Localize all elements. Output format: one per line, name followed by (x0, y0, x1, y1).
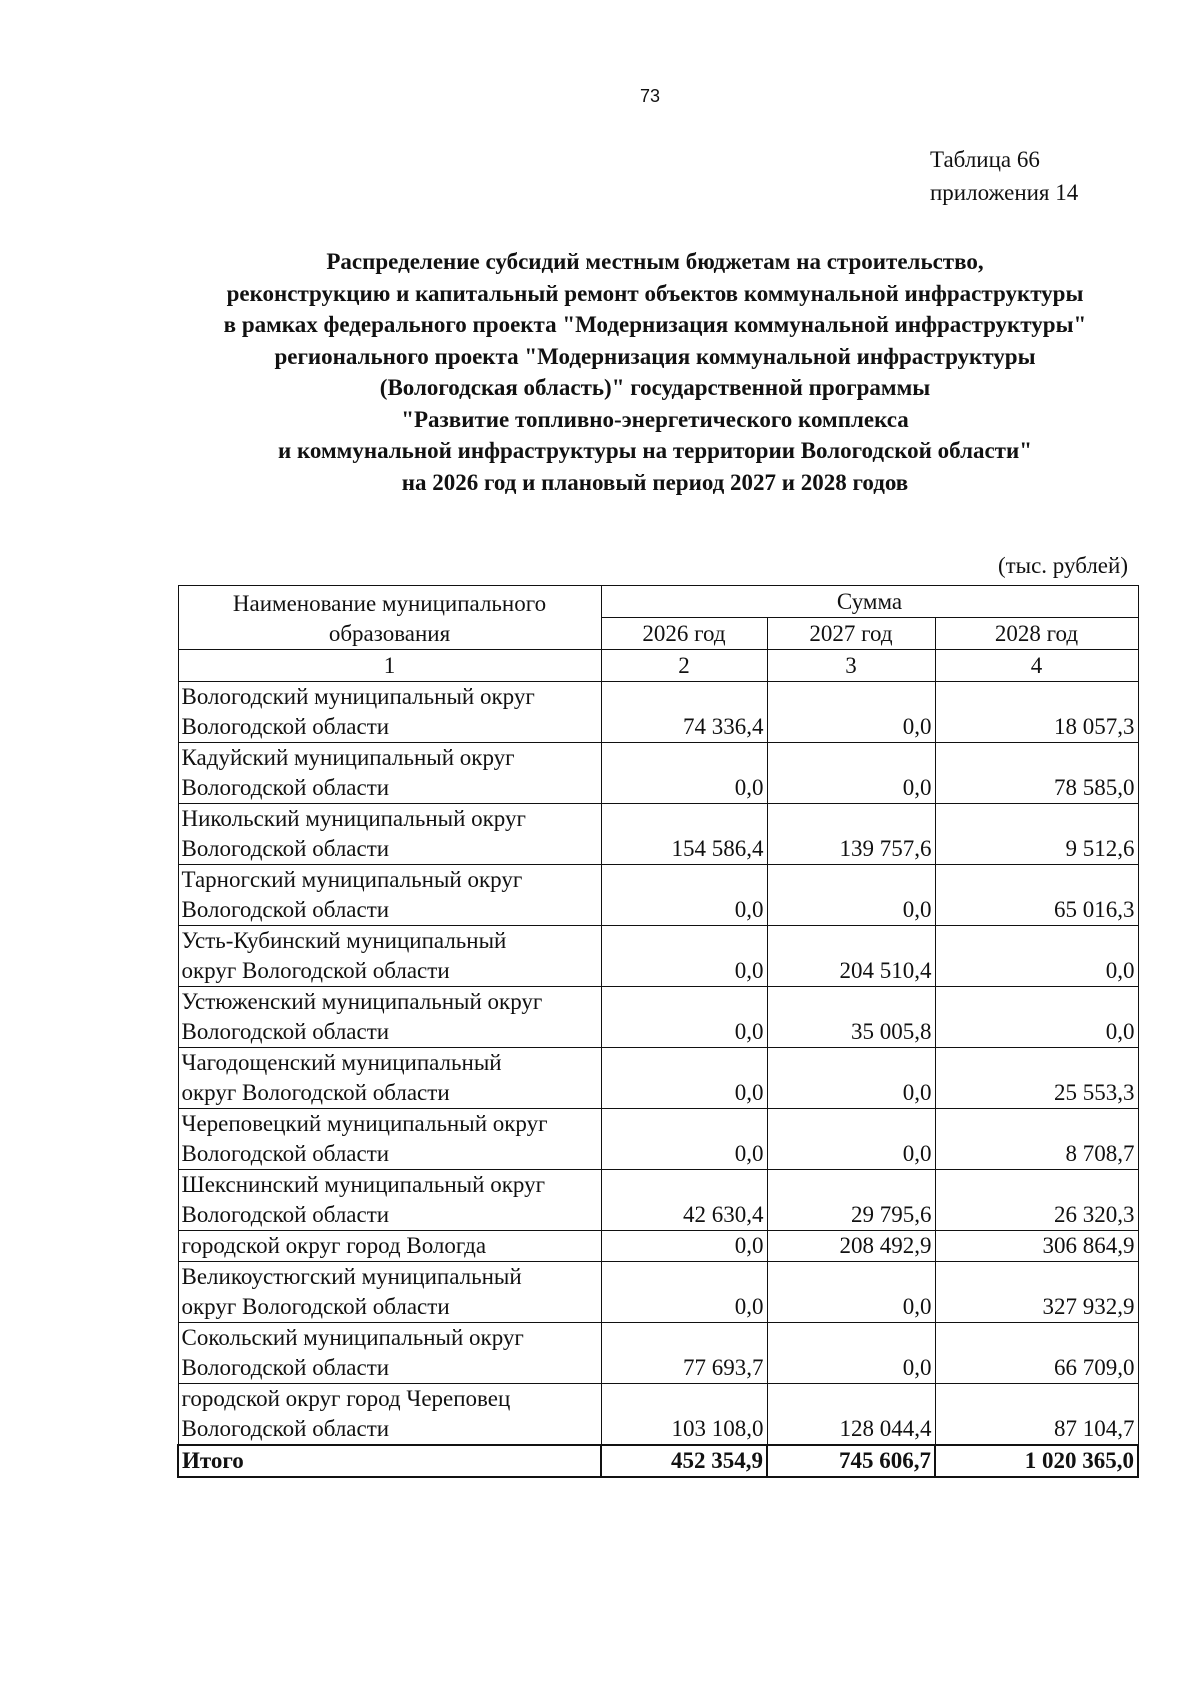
table-row (178, 1231, 1138, 1262)
subsidy-table (177, 585, 1139, 1478)
amount-2027: 0,0 (767, 743, 935, 804)
column-number-row (178, 650, 1138, 682)
municipality-name-line: Вологодской области (181, 836, 390, 861)
municipality-name-line: Великоустюгский муниципальный (181, 1264, 522, 1289)
municipality-header (178, 586, 601, 650)
column-number: 3 (767, 650, 935, 682)
title-line: на 2026 год и плановый период 2027 и 2028 годов (401, 469, 909, 495)
municipality-name-line: городской округ город Череповец (181, 1386, 511, 1411)
municipality-name (178, 926, 601, 987)
amount-2026: 42 630,4 (601, 1170, 767, 1231)
amount-2028: 25 553,3 (935, 1048, 1138, 1109)
table-number: Таблица 66 (930, 147, 1040, 172)
table-row (178, 743, 1138, 804)
year-header-2028: 2028 год (935, 618, 1138, 650)
amount-2027: 35 005,8 (767, 987, 935, 1048)
municipality-header-line: образования (328, 621, 451, 646)
amount-2027: 139 757,6 (767, 804, 935, 865)
table-row (178, 926, 1138, 987)
column-number: 4 (935, 650, 1138, 682)
sum-header: Сумма (601, 586, 1138, 618)
appendix-number: приложения 14 (930, 180, 1079, 205)
amount-2028: 66 709,0 (935, 1323, 1138, 1384)
municipality-header-line: Наименование муниципального (232, 591, 547, 616)
amount-2027: 29 795,6 (767, 1170, 935, 1231)
municipality-name-line: округ Вологодской области (181, 1080, 450, 1105)
amount-2027: 0,0 (767, 1109, 935, 1170)
table-reference (930, 143, 1078, 209)
amount-2028: 306 864,9 (935, 1231, 1138, 1262)
table-row (178, 1170, 1138, 1231)
municipality-name (178, 804, 601, 865)
municipality-name (178, 1231, 601, 1262)
municipality-name (178, 1170, 601, 1231)
amount-2028: 18 057,3 (935, 682, 1138, 743)
amount-2026: 0,0 (601, 1109, 767, 1170)
table-row (178, 1384, 1138, 1446)
municipality-name (178, 682, 601, 743)
municipality-name-line: Вологодской области (181, 775, 390, 800)
total-2026: 452 354,9 (601, 1445, 767, 1477)
amount-2026: 103 108,0 (601, 1384, 767, 1446)
municipality-name (178, 1262, 601, 1323)
total-2027: 745 606,7 (767, 1445, 935, 1477)
amount-2027: 0,0 (767, 1048, 935, 1109)
amount-2028: 78 585,0 (935, 743, 1138, 804)
amount-2026: 0,0 (601, 926, 767, 987)
amount-2026: 0,0 (601, 865, 767, 926)
amount-2028: 65 016,3 (935, 865, 1138, 926)
amount-2026: 154 586,4 (601, 804, 767, 865)
column-number: 2 (601, 650, 767, 682)
municipality-name-line: Вологодской области (181, 714, 390, 739)
amount-2026: 0,0 (601, 1231, 767, 1262)
table-row (178, 1109, 1138, 1170)
municipality-name-line: Вологодской области (181, 1416, 390, 1441)
amount-2028: 26 320,3 (935, 1170, 1138, 1231)
table-row (178, 804, 1138, 865)
municipality-name (178, 1109, 601, 1170)
title-line: регионального проекта "Модернизация коммунальной инфраструктуры (274, 343, 1036, 369)
municipality-name (178, 1048, 601, 1109)
amount-2026: 77 693,7 (601, 1323, 767, 1384)
amount-2027: 0,0 (767, 682, 935, 743)
title-line: в рамках федерального проекта "Модернизация коммунальной инфраструктуры" (223, 312, 1087, 337)
municipality-name-line: округ Вологодской области (181, 958, 450, 983)
amount-2028: 327 932,9 (935, 1262, 1138, 1323)
amount-2026: 0,0 (601, 987, 767, 1048)
municipality-name-line: Вологодской области (181, 1141, 390, 1166)
amount-2028: 8 708,7 (935, 1109, 1138, 1170)
amount-2026: 0,0 (601, 1048, 767, 1109)
municipality-name-line: Вологодский муниципальный округ (181, 684, 535, 709)
total-row (178, 1445, 1138, 1477)
total-label: Итого (178, 1445, 601, 1477)
title-line: и коммунальной инфраструктуры на территории Вологодской области" (277, 438, 1033, 463)
table-row (178, 1262, 1138, 1323)
municipality-name-line: Сокольский муниципальный округ (181, 1325, 524, 1350)
table-row (178, 865, 1138, 926)
municipality-name-line: Тарногский муниципальный округ (181, 867, 523, 892)
municipality-name-line: городской округ город Вологда (181, 1233, 487, 1258)
total-2028: 1 020 365,0 (935, 1445, 1138, 1477)
amount-2028: 0,0 (935, 926, 1138, 987)
column-number: 1 (178, 650, 601, 682)
title-line: Распределение субсидий местным бюджетам на строительство, (326, 249, 984, 274)
municipality-name (178, 987, 601, 1048)
amount-2026: 0,0 (601, 1262, 767, 1323)
year-header-2026: 2026 год (601, 618, 767, 650)
document-title (130, 246, 1180, 498)
title-line: "Развитие топливно-энергетического комплекса (401, 406, 909, 432)
municipality-name-line: Кадуйский муниципальный округ (181, 745, 515, 770)
municipality-name-line: Вологодской области (181, 897, 390, 922)
title-line: реконструкцию и капитальный ремонт объектов коммунальной инфраструктуры (226, 280, 1084, 306)
municipality-name-line: Вологодской области (181, 1202, 390, 1227)
municipality-name-line: Чагодощенский муниципальный (181, 1050, 502, 1075)
amount-2028: 0,0 (935, 987, 1138, 1048)
municipality-name-line: Устюженский муниципальный округ (181, 989, 543, 1014)
municipality-name (178, 1384, 601, 1446)
amount-2026: 74 336,4 (601, 682, 767, 743)
municipality-name-line: Череповецкий муниципальный округ (181, 1111, 548, 1136)
page-number: 73 (639, 86, 661, 106)
amount-2027: 204 510,4 (767, 926, 935, 987)
amount-2027: 0,0 (767, 1262, 935, 1323)
amount-2028: 9 512,6 (935, 804, 1138, 865)
amount-2027: 128 044,4 (767, 1384, 935, 1446)
table-row (178, 1048, 1138, 1109)
municipality-name-line: округ Вологодской области (181, 1294, 450, 1319)
municipality-name (178, 743, 601, 804)
table-row (178, 987, 1138, 1048)
amount-2028: 87 104,7 (935, 1384, 1138, 1446)
amount-2027: 0,0 (767, 865, 935, 926)
table-row (178, 1323, 1138, 1384)
municipality-name-line: Вологодской области (181, 1355, 390, 1380)
title-line: (Вологодская область)" государственной программы (379, 375, 931, 400)
municipality-name-line: Усть-Кубинский муниципальный (181, 928, 507, 953)
units-label: (тыс. рублей) (997, 553, 1128, 578)
amount-2026: 0,0 (601, 743, 767, 804)
table-row (178, 682, 1138, 743)
municipality-name-line: Шекснинский муниципальный округ (181, 1172, 545, 1197)
year-header-2027: 2027 год (767, 618, 935, 650)
municipality-name-line: Вологодской области (181, 1019, 390, 1044)
municipality-name-line: Никольский муниципальный округ (181, 806, 526, 831)
header-row (178, 586, 1138, 618)
amount-2027: 0,0 (767, 1323, 935, 1384)
municipality-name (178, 865, 601, 926)
municipality-name (178, 1323, 601, 1384)
amount-2027: 208 492,9 (767, 1231, 935, 1262)
